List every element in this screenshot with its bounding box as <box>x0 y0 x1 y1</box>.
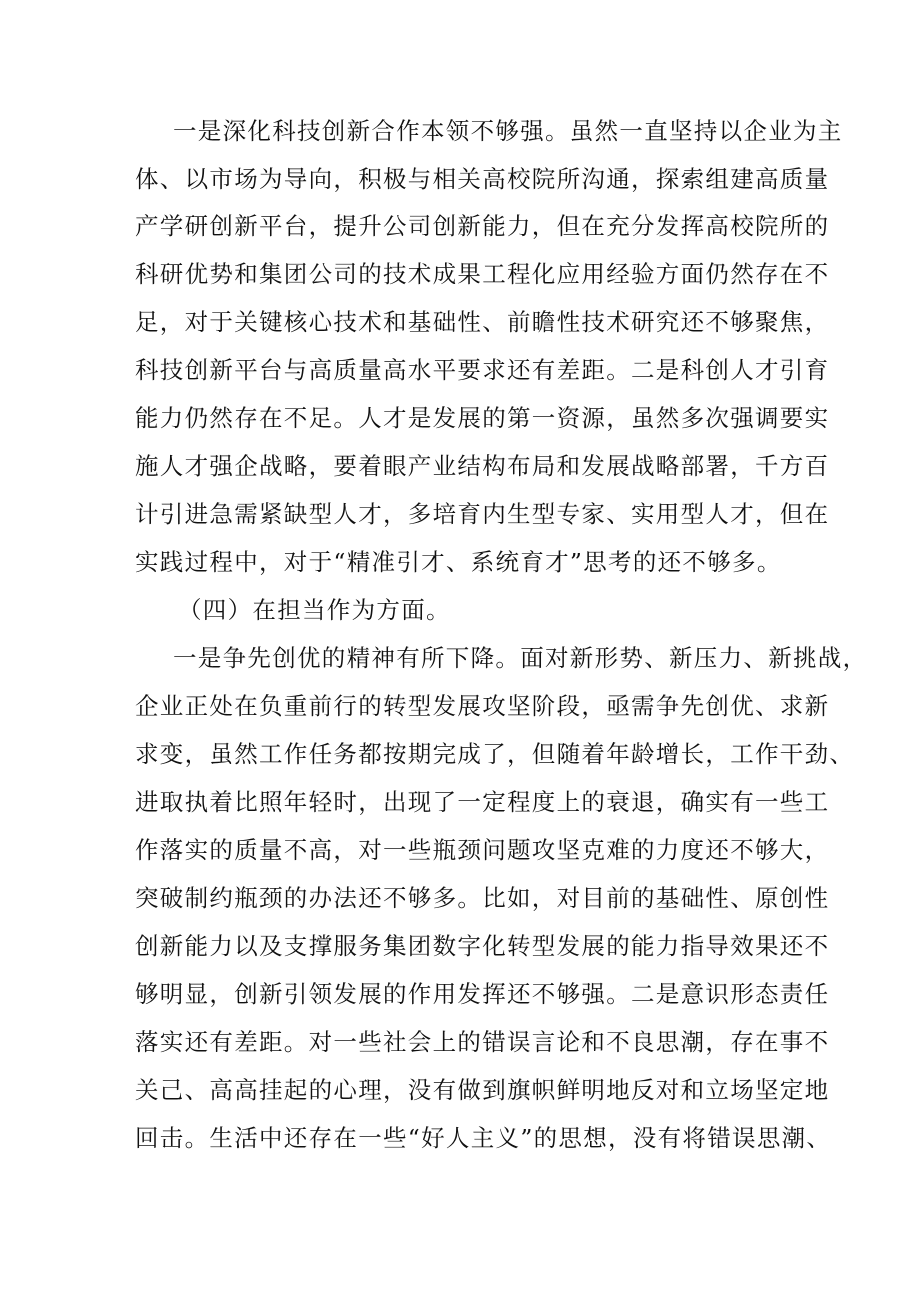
paragraph-1-line-7: 能力仍然存在不足。人才是发展的第一资源，虽然多次强调要实 <box>135 404 830 432</box>
paragraph-1-line-8: 施人才强企战略，要着眼产业结构布局和发展战略部署，千方百 <box>135 452 830 480</box>
paragraph-2-line-4: 进取执着比照年轻时，出现了一定程度上的衰退，确实有一些工 <box>135 788 830 816</box>
paragraph-1-line-10: 实践过程中，对于“精准引才、系统育才”思考的还不够多。 <box>135 548 782 576</box>
paragraph-1-line-4: 科研优势和集团公司的技术成果工程化应用经验方面仍然存在不 <box>135 260 830 288</box>
paragraph-1-line-3: 产学研创新平台，提升公司创新能力，但在充分发挥高校院所的 <box>135 212 830 240</box>
paragraph-2-line-3: 求变，虽然工作任务都按期完成了，但随着年龄增长，工作干劲、 <box>135 740 855 768</box>
paragraph-2-line-7: 创新能力以及支撑服务集团数字化转型发展的能力指导效果还不 <box>135 932 830 960</box>
paragraph-2-line-8: 够明显，创新引领发展的作用发挥还不够强。二是意识形态责任 <box>135 980 830 1008</box>
paragraph-2-line-9: 落实还有差距。对一些社会上的错误言论和不良思潮，存在事不 <box>135 1028 830 1056</box>
paragraph-1-line-5: 足，对于关键核心技术和基础性、前瞻性技术研究还不够聚焦， <box>135 308 830 336</box>
paragraph-1-line-2: 体、以市场为导向，积极与相关高校院所沟通，探索组建高质量 <box>135 165 830 193</box>
paragraph-2-line-1: 一是争先创优的精神有所下降。面对新形势、新压力、新挑战， <box>173 644 868 672</box>
paragraph-1-line-9: 计引进急需紧缺型人才，多培育内生型专家、实用型人才，但在 <box>135 500 830 528</box>
paragraph-1-line-1: 一是深化科技创新合作本领不够强。虽然一直坚持以企业为主 <box>173 117 843 145</box>
paragraph-2-line-11: 回击。生活中还存在一些“好人主义”的思想，没有将错误思潮、 <box>135 1124 832 1152</box>
paragraph-2-line-2: 企业正处在负重前行的转型发展攻坚阶段，亟需争先创优、求新 <box>135 692 830 720</box>
paragraph-2-line-10: 关己、高高挂起的心理，没有做到旗帜鲜明地反对和立场坚定地 <box>135 1076 830 1104</box>
paragraph-2-line-5: 作落实的质量不高，对一些瓶颈问题攻坚克难的力度还不够大， <box>135 836 830 864</box>
section-heading: （四）在担当作为方面。 <box>178 596 451 624</box>
paragraph-2-line-6: 突破制约瓶颈的办法还不够多。比如，对目前的基础性、原创性 <box>135 884 830 912</box>
paragraph-1-line-6: 科技创新平台与高质量高水平要求还有差距。二是科创人才引育 <box>135 356 830 384</box>
